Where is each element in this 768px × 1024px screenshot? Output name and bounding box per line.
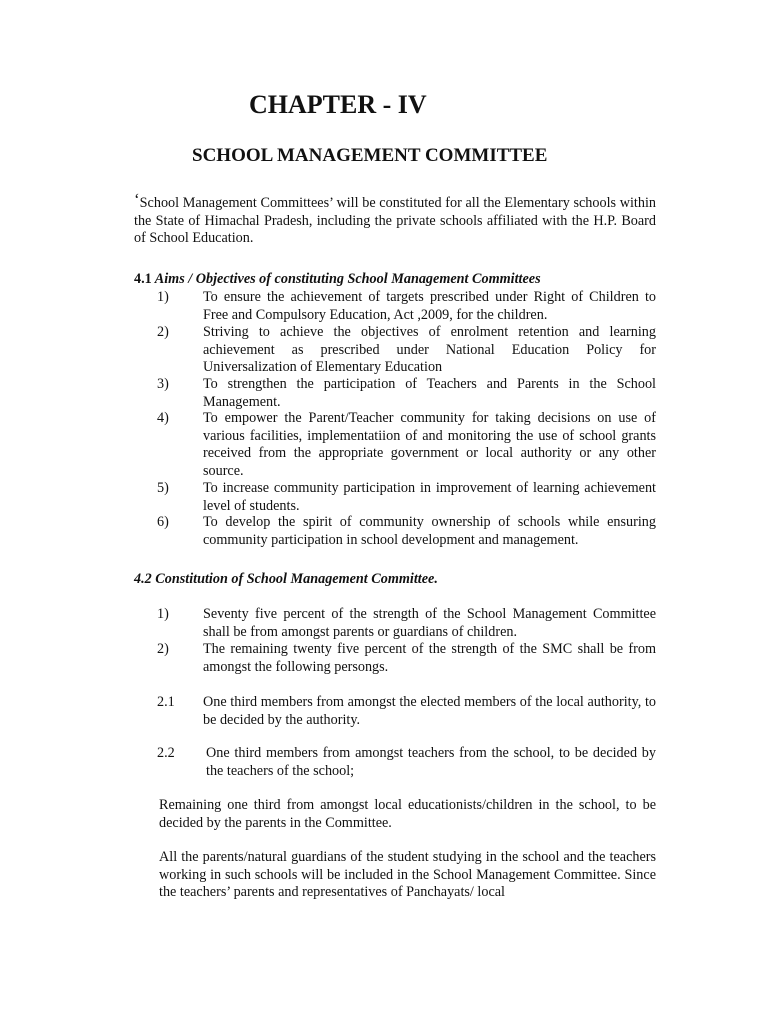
item-number: 1) <box>157 289 169 305</box>
item-text: To empower the Parent/Teacher community for taking decisions on use of various facilities, implementatiion of and monitoring the use of school grants received from the appropriate government or local authority or any other source. <box>203 410 656 479</box>
item-text: Seventy five percent of the strength of the School Management Committee shall be from amongst parents or guardians of children. <box>203 606 656 640</box>
item-number: 5) <box>157 480 169 496</box>
intro-paragraph <box>134 190 656 248</box>
item-text: Striving to achieve the objectives of enrolment retention and learning achievement as prescribed under National Education Policy for Universalization of Elementary Education <box>203 324 656 375</box>
item-text: The remaining twenty five percent of the strength of the SMC shall be from amongst the following persongs. <box>203 641 656 675</box>
item-number: 1) <box>157 606 169 622</box>
section-4-1-number: 4.1 <box>134 271 152 287</box>
subitem-text: One third members from amongst teachers from the school, to be decided by the teachers of the school; <box>206 745 656 779</box>
item-number: 6) <box>157 514 169 530</box>
section-4-2-heading: 4.2 Constitution of School Management Committee. <box>134 571 438 587</box>
item-text: To increase community participation in improvement of learning achievement level of students. <box>203 480 656 514</box>
subitem-text: One third members from amongst the elected members of the local authority, to be decided by the authority. <box>203 694 656 728</box>
subitem-number: 2.1 <box>157 694 175 710</box>
item-text: To develop the spirit of community ownership of schools while ensuring community participation in school development and management. <box>203 514 656 548</box>
subitem-number: 2.2 <box>157 745 175 761</box>
item-number: 2) <box>157 641 169 657</box>
opening-quote: ‘ <box>134 190 140 209</box>
item-number: 3) <box>157 376 169 392</box>
remaining-paragraph: Remaining one third from amongst local educationists/children in the school, to be decided by the parents in the Committee. <box>159 797 656 831</box>
item-number: 2) <box>157 324 169 340</box>
section-4-1-title: Aims / Objectives of constituting School Management Committees <box>154 271 541 287</box>
intro-text: School Management Committees’ will be constituted for all the Elementary schools within the State of Himachal Pradesh, including the private schools affiliated with the H.P. Board of School Education. <box>134 195 656 246</box>
item-text: To strengthen the participation of Teachers and Parents in the School Management. <box>203 376 656 410</box>
item-text: To ensure the achievement of targets prescribed under Right of Children to Free and Compulsory Education, Act ,2009, for the children. <box>203 289 656 323</box>
page-title: SCHOOL MANAGEMENT COMMITTEE <box>192 145 548 166</box>
item-number: 4) <box>157 410 169 426</box>
section-4-1-heading <box>134 271 541 289</box>
closing-paragraph: All the parents/natural guardians of the student studying in the school and the teachers working in such schools will be included in the School Management Committee. Since the teachers’ parents and representatives of Panchayats/ local <box>159 849 656 900</box>
chapter-heading: CHAPTER - IV <box>249 90 427 119</box>
